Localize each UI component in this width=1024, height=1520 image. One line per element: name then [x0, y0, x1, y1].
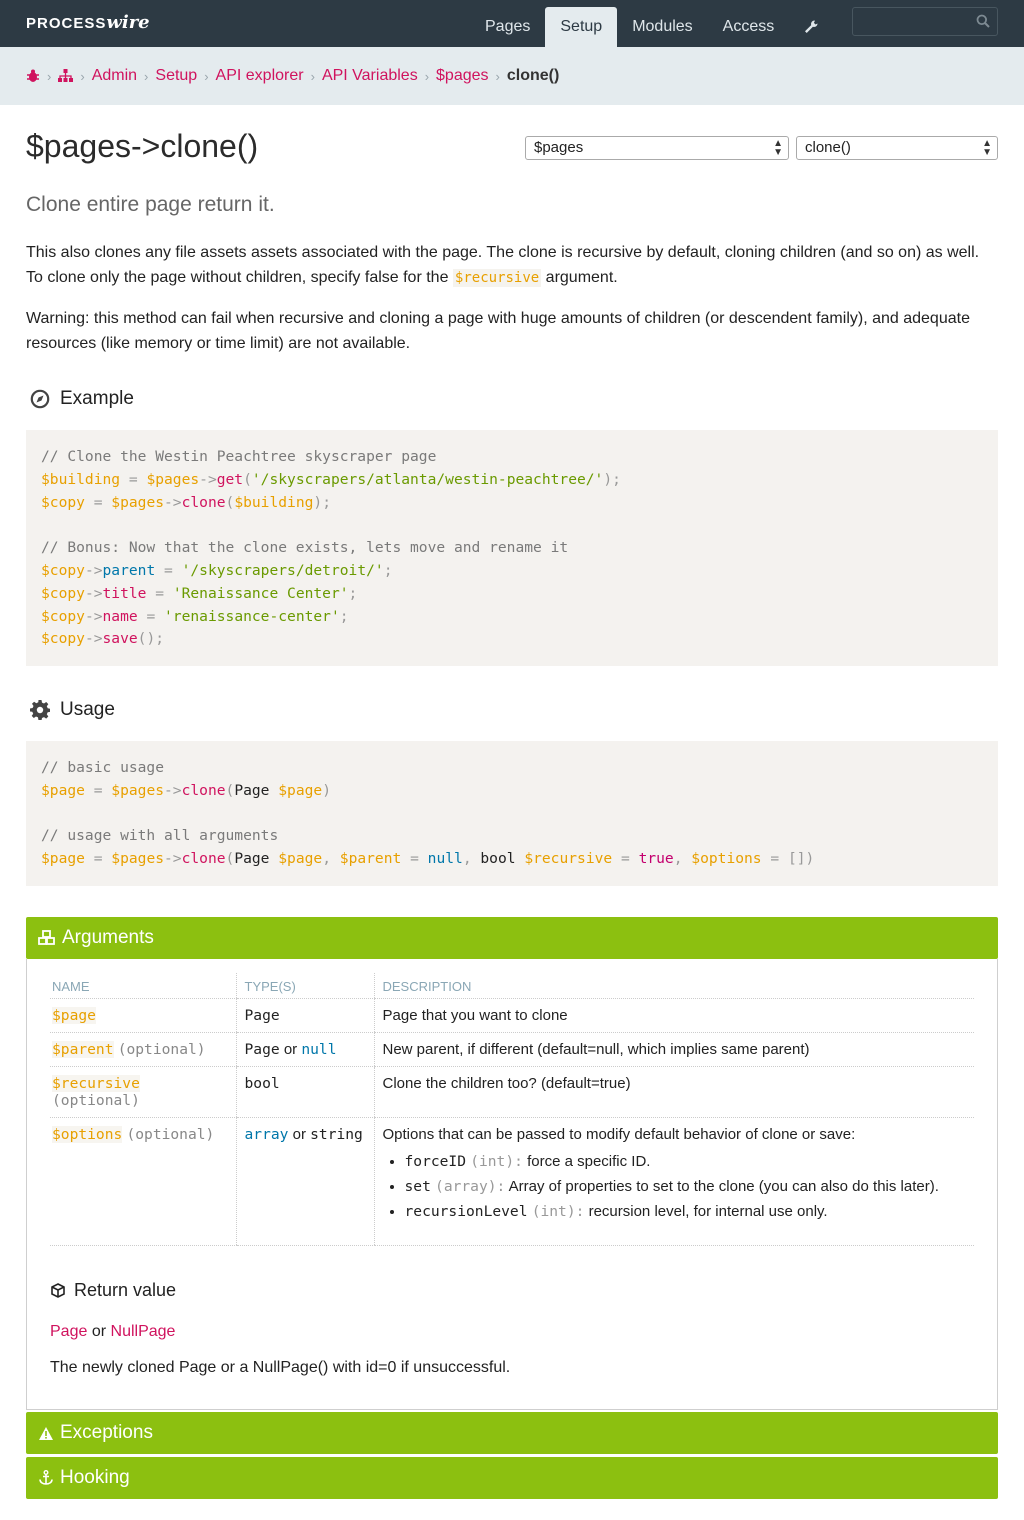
code-token: -> [199, 470, 217, 488]
code-token: ; [339, 607, 349, 625]
table-row: $page Page Page that you want to clone [50, 999, 974, 1033]
exceptions-panel-header[interactable]: Exceptions [26, 1412, 998, 1454]
code-token: // usage with all arguments [41, 827, 279, 845]
code-token: $copy [41, 493, 85, 511]
return-type-page-link[interactable]: Page [50, 1323, 88, 1340]
code-line [41, 560, 983, 583]
code-token: (); [137, 630, 165, 648]
breadcrumb: › › Admin › Setup › API explorer › API Variables › $pages › clone() [0, 47, 1024, 105]
code-token: $page [278, 781, 323, 799]
code-token: clone [181, 781, 226, 799]
code-token: bool [480, 850, 525, 868]
code-line [41, 537, 983, 560]
code-token: $options [691, 850, 762, 868]
breadcrumb-pages[interactable]: $pages [436, 67, 489, 84]
code-line [41, 780, 983, 803]
code-line [41, 469, 983, 492]
code-token: ); [603, 470, 621, 488]
sitemap-icon[interactable] [58, 69, 73, 83]
code-token: -> [84, 630, 103, 648]
code-line [41, 446, 983, 469]
column-header-name: NAME [50, 973, 236, 999]
return-value-heading: Return value [50, 1280, 176, 1301]
breadcrumb-setup[interactable]: Setup [155, 67, 198, 84]
code-token: true [638, 850, 674, 868]
code-token: // Clone the Westin Peachtree skyscraper page [41, 448, 437, 465]
nav-pages[interactable]: Pages [485, 18, 531, 35]
code-token: = [] [761, 850, 806, 868]
code-token: ( [225, 781, 235, 799]
warning-paragraph: Warning: this method can fail when recursive and cloning a page with huge amounts of children (or descendent family), and adequate resources (like memory or time limit) are not available. [26, 310, 970, 352]
code-line [41, 492, 983, 515]
code-token: , [322, 850, 340, 868]
search-input[interactable] [852, 7, 998, 36]
search-icon [976, 14, 990, 28]
code-token: $pages [111, 781, 165, 799]
code-line [41, 606, 983, 629]
code-token: $pages [146, 470, 200, 488]
code-line [41, 825, 983, 848]
code-token: // Bonus: Now that the clone exists, lets move and rename it [41, 539, 569, 557]
code-token: ( [225, 493, 235, 511]
example-code [26, 430, 998, 666]
return-types: Page or NullPage [50, 1323, 176, 1340]
code-token: $building [234, 493, 314, 511]
code-token: -> [84, 561, 103, 579]
select-arrows-icon: ▲ ▼ [982, 138, 992, 158]
code-line [41, 583, 983, 606]
code-token: = [146, 584, 173, 602]
code-token: 'Renaissance Center' [172, 584, 349, 602]
code-token: clone [181, 493, 226, 511]
code-token: -> [164, 850, 182, 868]
top-bar [0, 0, 1024, 47]
code-token: ) [805, 850, 815, 868]
code-token: , [673, 850, 692, 868]
breadcrumb-admin[interactable]: Admin [91, 67, 138, 84]
code-token: null [427, 850, 463, 868]
return-description: The newly cloned Page or a NullPage() with id=0 if unsuccessful. [50, 1359, 511, 1376]
warning-icon [38, 1426, 54, 1441]
cubes-icon [38, 930, 56, 946]
list-item: • set (array): Array of properties to set to the clone (you can also do this later). [405, 1178, 973, 1196]
code-line [41, 848, 983, 871]
code-token: parent [102, 561, 156, 579]
column-header-types: TYPE(S) [236, 973, 374, 999]
code-line [41, 803, 983, 826]
code-token: ); [313, 493, 331, 511]
anchor-icon [38, 1470, 54, 1486]
code-token: $copy [41, 584, 85, 602]
usage-heading: Usage [30, 699, 115, 721]
code-token: '/skyscrapers/atlanta/westin-peachtree/' [251, 470, 604, 488]
code-token: $building [41, 470, 121, 488]
code-line [41, 757, 983, 780]
code-token: // basic usage [41, 759, 165, 776]
arguments-panel-header[interactable]: Arguments [26, 917, 998, 959]
code-token: = [401, 850, 428, 868]
arguments-table [50, 973, 974, 1246]
code-token: = [84, 781, 112, 799]
code-token: $page [278, 850, 323, 868]
code-token: $recursive [524, 850, 613, 868]
code-token: title [102, 584, 147, 602]
hooking-panel-header[interactable]: Hooking [26, 1457, 998, 1499]
method-summary: Clone entire page return it. [26, 193, 275, 216]
code-token: '/skyscrapers/detroit/' [181, 561, 384, 579]
code-token: ( [243, 470, 252, 488]
code-token: -> [84, 607, 103, 625]
page-title: $pages->clone() [26, 128, 259, 164]
code-token: $page [41, 850, 85, 868]
code-token: , [462, 850, 481, 868]
code-line [41, 514, 983, 537]
nav-access[interactable]: Access [722, 18, 775, 35]
arguments-panel [26, 959, 998, 1410]
code-token: -> [164, 493, 182, 511]
code-token: clone [181, 850, 226, 868]
code-token: Page [234, 781, 279, 799]
table-row: $options (optional) array or string Options that can be passed to modify default behavior of clone or save: • forceID (int): force a specific ID. • set (array): Array of properties to set to the clone (you can also do this later). • recursionLevel (int): recursion level, for internal use only. [50, 1118, 974, 1246]
description-paragraph: This also clones any file assets assets associated with the page. The clone is recursive by default, cloning children (and so on) as well. To clone only the page without children, specify false for the $recursive argument. [26, 244, 980, 286]
gear-icon [30, 700, 50, 720]
nav-setup[interactable]: Setup [545, 7, 617, 47]
nav-modules[interactable]: Modules [632, 18, 693, 35]
code-token: -> [164, 781, 182, 799]
code-token: ) [322, 781, 331, 799]
code-token: $page [41, 781, 85, 799]
bug-icon[interactable] [26, 69, 40, 83]
code-token: $parent [339, 850, 402, 868]
code-token: $pages [111, 850, 165, 868]
return-type-nullpage-link[interactable]: NullPage [110, 1323, 176, 1340]
list-item: • recursionLevel (int): recursion level, for internal use only. [405, 1203, 973, 1221]
compass-icon [30, 389, 50, 409]
column-header-description: DESCRIPTION [374, 973, 974, 999]
select-arrows-icon: ▲ ▼ [773, 138, 783, 158]
variable-select[interactable]: $pages ▲ ▼ [525, 136, 789, 160]
code-token: = [137, 607, 165, 625]
breadcrumb-api-variables[interactable]: API Variables [321, 67, 418, 84]
code-token: ( [225, 850, 235, 868]
code-token: 'renaissance-center' [164, 607, 340, 625]
usage-code [26, 741, 998, 886]
code-token: = [612, 850, 639, 868]
wrench-icon[interactable] [789, 7, 833, 47]
table-row: $parent (optional) Page or null New parent, if different (default=null, which implies same parent) [50, 1033, 974, 1067]
code-token: = [84, 850, 112, 868]
code-token: = [84, 493, 112, 511]
cube-icon [50, 1283, 66, 1299]
breadcrumb-api-explorer[interactable]: API explorer [215, 67, 304, 84]
code-token: $copy [41, 607, 85, 625]
code-token: $copy [41, 561, 85, 579]
code-token: $pages [111, 493, 165, 511]
code-token: ; [348, 584, 358, 602]
example-heading: Example [30, 388, 134, 410]
breadcrumb-current: clone() [506, 67, 560, 84]
method-select[interactable]: clone() ▲ ▼ [796, 136, 998, 160]
code-token: $copy [41, 630, 85, 648]
code-token: ; [383, 561, 393, 579]
code-token: -> [84, 584, 103, 602]
code-token: Page [234, 850, 279, 868]
code-token: = [155, 561, 182, 579]
code-token: name [102, 607, 138, 625]
main-nav [470, 7, 833, 47]
options-list [383, 1153, 973, 1221]
code-token: get [216, 470, 244, 488]
processwire-logo[interactable]: PROCESSwire [26, 12, 150, 33]
table-row: $recursive (optional) bool Clone the children too? (default=true) [50, 1067, 974, 1118]
code-token: save [102, 630, 138, 648]
code-line [41, 628, 983, 651]
code-token: = [120, 470, 147, 488]
list-item: • forceID (int): force a specific ID. [405, 1153, 973, 1171]
